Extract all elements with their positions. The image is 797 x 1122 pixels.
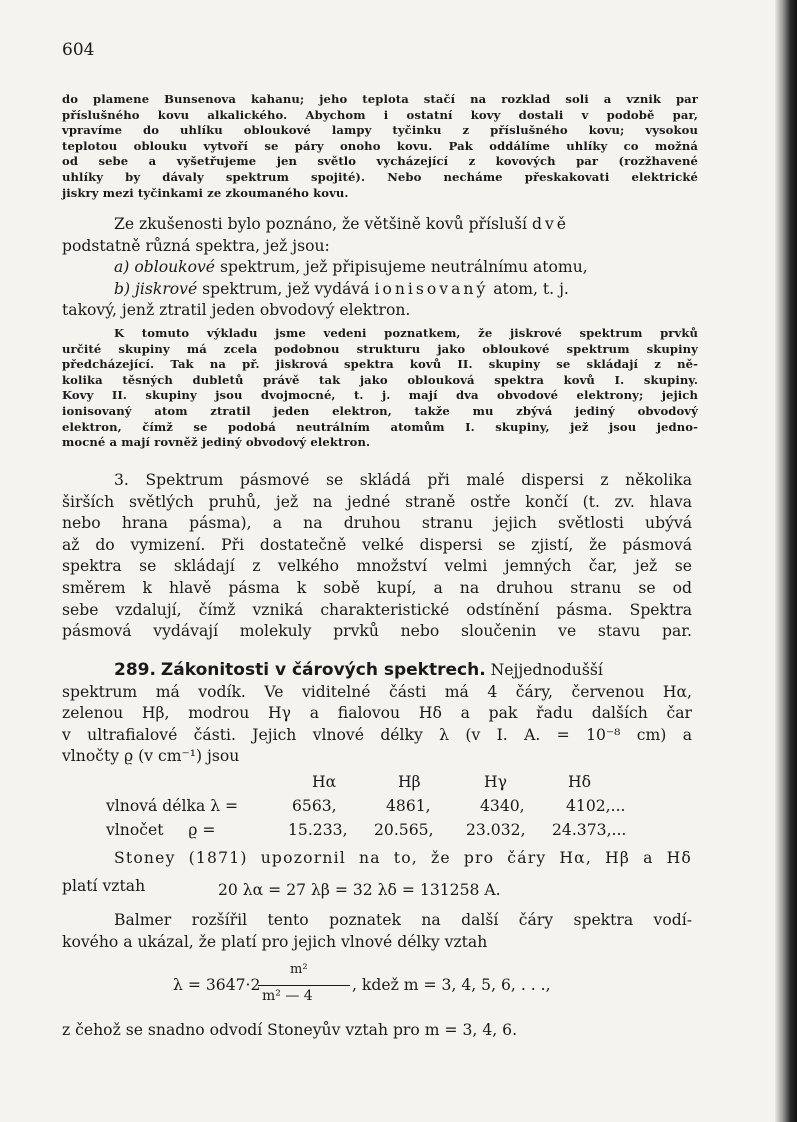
table-header: Hδ (568, 773, 591, 791)
text-line: K tomuto výkladu jsme vedeni poznatkem, že jiskrové spektrum prvků (114, 326, 698, 340)
text-line: pásmová vydávají molekuly prvků nebo sloučenin ve stavu par. (62, 622, 692, 641)
text-span: Nejjednodušší (490, 661, 603, 679)
table-cell: 23.032, (466, 821, 526, 839)
table-cell: 24.373,... (552, 821, 627, 839)
paragraph-band-spectrum (62, 470, 692, 643)
section-title: Zákonitosti v čárových spektrech. (160, 660, 486, 680)
text-line (62, 214, 692, 236)
spaced-text: dvě (531, 215, 570, 233)
page-number: 604 (62, 40, 95, 60)
item-label: b) (114, 279, 131, 298)
small-paragraph-2 (62, 326, 698, 451)
table-header: Hα (312, 773, 337, 791)
table-header: Hβ (398, 773, 421, 791)
table-cell: 15.233, (288, 821, 348, 839)
page-binding-edge (775, 0, 797, 1122)
list-item-b (62, 279, 692, 301)
stoney-paragraph (62, 848, 692, 870)
section-heading-line (62, 660, 692, 682)
text-line: uhlíky by dávaly spektrum spojité). Nebo necháme přeskakovati elektrické (62, 169, 698, 184)
text-line: Stoney (1871) upozornil na to, že pro čáry Hα, Hβ a Hδ (114, 849, 692, 867)
fraction-numerator: m² (290, 962, 308, 977)
table-cell: 4340, (480, 797, 525, 815)
text-span: spektrum, jež připisujeme neutrálnímu atomu, (220, 258, 588, 277)
text-line: Kovy II. skupiny jsou dvojmocné, t. j. mají dva obvodové elektrony; jejich (62, 388, 698, 403)
text-line: vpravíme do uhlíku obloukové lampy tyčinku z příslušného kovu; vysokou (62, 123, 698, 138)
fraction-bar (258, 985, 350, 986)
text-line: směrem k hlavě pásma k sobě kupí, a na druhou stranu se od (62, 578, 692, 597)
section-number: 289. (114, 660, 156, 680)
text-line: spektrum má vodík. Ve viditelné části má 4 čáry, červenou Hα, (62, 682, 692, 701)
table-cell: 4102,... (566, 797, 626, 815)
fraction-denominator: m² — 4 (262, 988, 313, 1004)
text-line: kolika těsných dubletů právě tak jako oblouková spektra kovů I. skupiny. (62, 372, 698, 387)
text-line: vlnočty ϱ (v cm⁻¹) jsou (62, 747, 240, 766)
text-line: nebo hrana pásma), a na druhou stranu jejich světlosti ubývá (62, 514, 692, 533)
text-line: zelenou Hβ, modrou Hγ a fialovou Hδ a pak řadu dalších čar (62, 704, 692, 723)
table-header: Hγ (484, 773, 507, 791)
row-label: vlnočet ϱ = (106, 821, 216, 839)
formula-right: , kdež m = 3, 4, 5, 6, . . ., (352, 976, 551, 994)
section-289 (62, 660, 692, 768)
table-cell: 20.565, (374, 821, 434, 839)
italic-term: obloukové (134, 258, 216, 277)
formula-left: λ = 3647·2 (173, 976, 261, 994)
text-line: 3. Spektrum pásmové se skládá při malé dispersi z několika (114, 471, 692, 489)
balmer-paragraph (62, 910, 692, 953)
text-line: kového a ukázal, že platí pro jejich vlnové délky vztah (62, 932, 488, 951)
text-line: určité skupiny má zcela podobnou strukturu jako obloukové spektrum skupiny (62, 341, 698, 356)
stoney-line2: platí vztah (62, 877, 146, 895)
text-line: širších světlých pruhů, jež na jedné straně ostře končí (t. zv. hlava (62, 492, 692, 511)
text-line: do plamene Bunsenova kahanu; jeho teplota stačí na rozklad soli a vznik par (62, 92, 698, 106)
text-line: takový, jenž ztratil jeden obvodový elektron. (62, 301, 411, 320)
text-line: podstatně různá spektra, jež jsou: (62, 236, 330, 255)
hydrogen-lines-table (0, 771, 797, 841)
text-span: spektrum, jež vydává (202, 279, 370, 298)
list-item-a (62, 257, 692, 279)
paragraph-spectra-types (62, 214, 692, 322)
table-cell: 4861, (386, 797, 431, 815)
text-span: atom, t. j. (493, 279, 569, 298)
text-line: teplotou oblouku vytvoří se páry onoho kovu. Pak oddálíme uhlíky co možná (62, 138, 698, 153)
small-paragraph-1 (62, 92, 698, 201)
balmer-final: z čehož se snadno odvodí Stoneyův vztah pro m = 3, 4, 6. (62, 1021, 518, 1039)
text-line: až do vymizení. Při dostatečně velké dispersi se zjistí, že pásmová (62, 535, 692, 554)
text-line: Balmer rozšířil tento poznatek na další čáry spektra vodí- (114, 911, 692, 929)
text-line: spektra se skládají z velkého množství velmi jemných čar, jež se (62, 557, 692, 576)
text-line: příslušného kovu alkalického. Abychom i ostatní kovy dostali v podobě par, (62, 107, 698, 122)
row-label: vlnová délka λ = (106, 797, 239, 815)
text-line: v ultrafialové části. Jejich vlnové délky λ (v I. A. = 10⁻⁸ cm) a (62, 725, 692, 744)
text-line: elektron, čímž se podobá neutrálním atomům I. skupiny, jež jsou jedno- (62, 419, 698, 434)
text-line: od sebe a vyšetřujeme jen světlo vycházející z kovových par (rozžhavené (62, 154, 698, 169)
text-line: jiskry mezi tyčinkami ze zkoumaného kovu. (62, 185, 349, 200)
italic-term: jiskrové (135, 279, 198, 298)
text-line: sebe vzdalují, čímž vzniká charakteristické odstínění pásma. Spektra (62, 600, 692, 619)
text-line: předcházející. Tak na př. jiskrová spektra kovů II. skupiny se skládají z ně- (62, 357, 698, 372)
table-cell: 6563, (292, 797, 337, 815)
text-span: Ze zkušenosti bylo poznáno, že většině kovů přísluší (114, 215, 528, 233)
spaced-text: ionisovaný (374, 279, 489, 298)
text-line: ionisovaný atom ztratil jeden elektron, takže mu zbývá jediný obvodový (62, 403, 698, 418)
text-line: mocné a mají rovněž jediný obvodový elektron. (62, 435, 371, 450)
item-label: a) (114, 258, 130, 277)
stoney-formula: 20 λα = 27 λβ = 32 λδ = 131258 A. (218, 881, 501, 899)
